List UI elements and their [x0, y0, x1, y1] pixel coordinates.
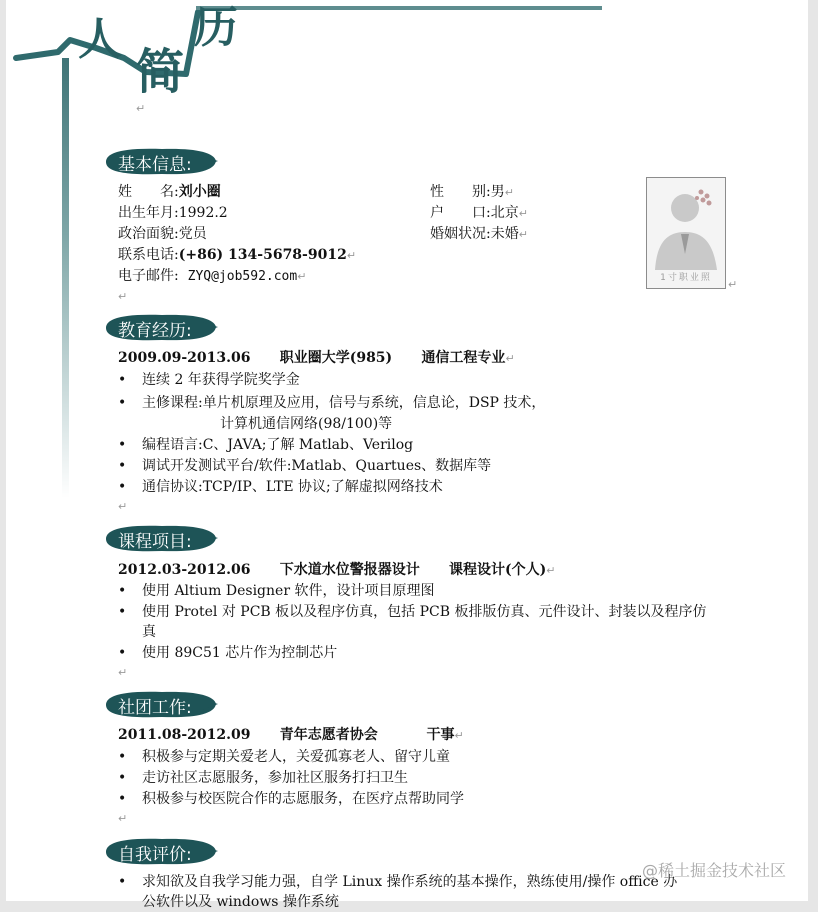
gender-value: 男 [490, 184, 505, 200]
club-item: 走访社区志愿服务，参加社区服务打扫卫生 [142, 770, 408, 786]
title-glyph-jian: 简 [136, 44, 185, 100]
bullet-dot: • [118, 604, 127, 620]
club-item: 积极参与定期关爱老人，关爱孤寡老人、留守儿童 [142, 749, 450, 765]
project-item: 使用 Altium Designer 软件，设计项目原理图 [142, 583, 435, 599]
club-period: 2011.08-2012.09 [118, 727, 251, 743]
paragraph-mark: ↵ [118, 500, 128, 513]
header-vertical-line [62, 58, 69, 498]
section-title-self: 自我评价: [118, 845, 192, 865]
name-label: 姓 名: [118, 184, 179, 200]
phone-row [118, 245, 356, 266]
bullet-dot: • [118, 437, 127, 453]
education-school: 职业圈大学(985) [279, 350, 393, 366]
education-period: 2009.09-2013.06 [118, 350, 251, 366]
section-banner-education [102, 312, 220, 342]
gender-label: 性 别: [430, 184, 491, 200]
watermark: @稀土掘金技术社区 [642, 861, 787, 880]
politics-value: 党员 [178, 226, 207, 242]
paragraph-mark: ↵ [297, 270, 307, 283]
paragraph-mark: ↵ [518, 207, 528, 220]
education-item: 连续 2 年获得学院奖学金 [142, 372, 300, 388]
email-row [118, 266, 306, 287]
self-item: 求知欲及自我学习能力强，自学 Linux 操作系统的基本操作，熟练使用/操作 office 办 [142, 874, 678, 890]
phone-label: 联系电话: [118, 247, 179, 263]
section-banner-basic [102, 146, 220, 176]
bullet-dot: • [118, 395, 127, 411]
section-title-basic: 基本信息: [118, 155, 192, 175]
paragraph-mark: ↵ [346, 249, 357, 262]
bullet-dot: • [118, 583, 127, 599]
phone-value: (+86) 134-5678-9012 [178, 247, 347, 263]
header-decoration [6, 0, 808, 110]
project-period: 2012.03-2012.06 [118, 562, 251, 578]
paragraph-mark: ↵ [136, 102, 146, 115]
header-top-line [196, 6, 602, 10]
profile-photo [646, 177, 726, 289]
bullet-dot: • [118, 791, 127, 807]
marital-value: 未婚 [490, 226, 519, 242]
section-title-club: 社团工作: [118, 698, 192, 718]
paragraph-mark: ↵ [454, 729, 464, 742]
paragraph-mark: ↵ [118, 666, 128, 679]
photo-caption: 1寸职业照 [660, 273, 712, 283]
hukou-value: 北京 [490, 205, 519, 221]
section-title-project: 课程项目: [118, 532, 192, 552]
project-heading [118, 560, 555, 581]
politics-row [118, 224, 207, 244]
paragraph-mark: ↵ [728, 278, 738, 291]
education-item: 编程语言:C、JAVA;了解 Matlab、Verilog [142, 437, 414, 453]
education-heading [118, 348, 515, 369]
paragraph-mark: ↵ [118, 290, 128, 303]
birth-label: 出生年月: [118, 205, 179, 221]
paragraph-mark: ↵ [505, 352, 515, 365]
hukou-label: 户 口: [430, 205, 491, 221]
paragraph-mark: ↵ [546, 564, 556, 577]
bullet-dot: • [118, 770, 127, 786]
section-banner-club [102, 689, 220, 719]
section-banner-project [102, 523, 220, 553]
paragraph-mark: ↵ [118, 812, 128, 825]
bullet-dot: • [118, 458, 127, 474]
self-item: 公软件以及 windows 操作系统 [142, 894, 339, 910]
name-row [118, 182, 221, 202]
education-major: 通信工程专业 [421, 350, 506, 366]
resume-page [6, 0, 808, 910]
project-name: 下水道水位警报器设计 [279, 562, 420, 578]
gender-row [430, 182, 514, 203]
paragraph-mark: ↵ [518, 228, 528, 241]
bullet-dot: • [118, 874, 127, 890]
project-item: 使用 Protel 对 PCB 板以及程序仿真，包括 PCB 板排版仿真、元件设计、封装以及程序仿 [142, 604, 707, 620]
bullet-dot: • [118, 479, 127, 495]
project-item: 真 [142, 624, 156, 640]
marital-row [430, 224, 528, 245]
marital-label: 婚姻状况: [430, 226, 491, 242]
bullet-dot: • [118, 372, 127, 388]
name-value: 刘小圈 [178, 184, 221, 200]
section-title-education: 教育经历: [118, 321, 192, 341]
email-value: ZYQ@job592.com [187, 269, 298, 284]
education-item: 主修课程:单片机原理及应用，信号与系统，信息论，DSP 技术， [142, 395, 546, 411]
hukou-row [430, 203, 528, 224]
education-item: 计算机通信网络(98/100)等 [220, 416, 393, 432]
club-item: 积极参与校医院合作的志愿服务，在医疗点帮助同学 [142, 791, 464, 807]
avatar-placeholder-icon [647, 178, 725, 270]
title-glyph-ren: 人 [78, 14, 122, 65]
politics-label: 政治面貌: [118, 226, 179, 242]
section-banner-self [102, 836, 220, 866]
birth-row [118, 203, 228, 223]
bullet-dot: • [118, 645, 127, 661]
club-role: 干事 [426, 727, 455, 743]
email-label: 电子邮件: [118, 268, 179, 284]
education-item: 调试开发测试平台/软件:Matlab、Quartues、数据库等 [142, 458, 492, 474]
club-heading [118, 725, 464, 746]
bullet-dot: • [118, 749, 127, 765]
project-item: 使用 89C51 芯片作为控制芯片 [142, 645, 338, 661]
club-org: 青年志愿者协会 [279, 727, 378, 743]
education-item: 通信协议:TCP/IP、LTE 协议;了解虚拟网络技术 [142, 479, 443, 495]
paragraph-mark: ↵ [504, 186, 514, 199]
birth-value: 1992.2 [178, 205, 228, 221]
project-type: 课程设计(个人) [448, 562, 547, 578]
title-glyph-li: 历 [194, 2, 238, 53]
